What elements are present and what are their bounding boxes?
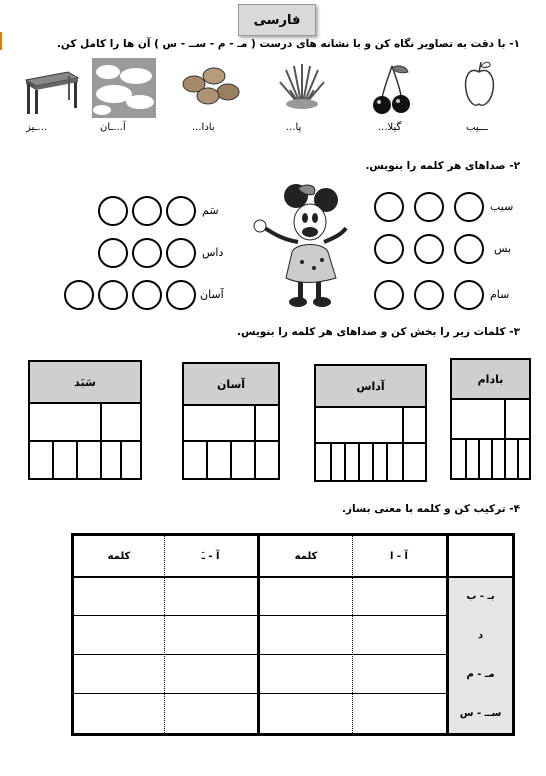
sound-circle[interactable] (166, 280, 196, 310)
word-plant: پا... (286, 122, 302, 133)
cartoon-mouse-icon (252, 182, 352, 312)
apple-icon (462, 58, 496, 114)
word-sib: سیب (490, 200, 514, 213)
sound-circle[interactable] (132, 238, 162, 268)
question-2-text: ۲- صداهای هر کلمه را بنویس. (365, 160, 520, 172)
almonds-icon (180, 64, 242, 108)
header-empty (449, 536, 512, 576)
page-title: فارسی (238, 4, 316, 36)
sound-circle[interactable] (374, 280, 404, 310)
word-sky: آ...ـان (100, 122, 126, 133)
cherries-icon (370, 62, 414, 118)
syllable-box-sabad (28, 360, 142, 480)
header-word-2: کلمه (107, 550, 131, 562)
question-3-text: ۳- کلمات زیر را بخش کن و صداهای هر کلمه را بنویس. (236, 326, 520, 338)
question-4-text: ۴- ترکیب کن و کلمه با معنی بساز. (341, 503, 520, 515)
row-label-s: ســ - س (459, 708, 502, 719)
sound-circle[interactable] (414, 192, 444, 222)
word-sam2: سَم (202, 204, 219, 217)
syllable-box-word: بادام (452, 360, 529, 400)
word-table: ...ـیز (26, 122, 48, 133)
sound-circle[interactable] (132, 280, 162, 310)
sound-circle[interactable] (454, 192, 484, 222)
plant-icon (276, 64, 328, 110)
sound-circle[interactable] (98, 196, 128, 226)
sound-circle[interactable] (414, 280, 444, 310)
margin-mark (0, 32, 2, 50)
table-icon (24, 68, 80, 116)
syllable-box-word: آداس (316, 366, 425, 408)
word-asan: آسان (200, 288, 224, 301)
word-bas: بس (494, 242, 512, 255)
sound-circle[interactable] (166, 238, 196, 268)
word-apple: ـــیب (466, 122, 488, 133)
sound-circle[interactable] (454, 280, 484, 310)
word-almond: بادا... (192, 122, 215, 133)
syllable-box-asan (182, 362, 280, 480)
sound-circle[interactable] (414, 234, 444, 264)
syllable-box-badam (450, 358, 531, 480)
header-alef: آ - ا (390, 550, 408, 562)
syllable-box-word: آسان (184, 364, 278, 406)
sound-circle[interactable] (64, 280, 94, 310)
syllable-box-adas (314, 364, 427, 482)
row-label-b: بـ - ب (466, 591, 495, 602)
sound-circle[interactable] (374, 192, 404, 222)
word-cherry: گیلا... (378, 122, 402, 133)
sound-circle[interactable] (374, 234, 404, 264)
sound-circle[interactable] (132, 196, 162, 226)
sound-circle[interactable] (98, 238, 128, 268)
syllable-box-word: سَبَد (30, 362, 140, 404)
clouds-icon (92, 58, 156, 118)
row-label-d: د (477, 629, 484, 641)
word-das: داس (202, 246, 224, 259)
word-sam: سام (490, 288, 510, 301)
sound-circle[interactable] (454, 234, 484, 264)
sound-circle[interactable] (166, 196, 196, 226)
sound-circle[interactable] (98, 280, 128, 310)
header-fatha: آ - ـَ (201, 550, 220, 562)
question-1-text: ۱- با دقت به تصاویر نگاه کن و با نشانه های درست ( مـ - م - ســ - س ) آن ها را کامل کن. (56, 38, 520, 50)
combine-table (71, 533, 515, 736)
header-word-1: کلمه (294, 550, 318, 562)
row-label-m: مـ - م (466, 668, 495, 680)
